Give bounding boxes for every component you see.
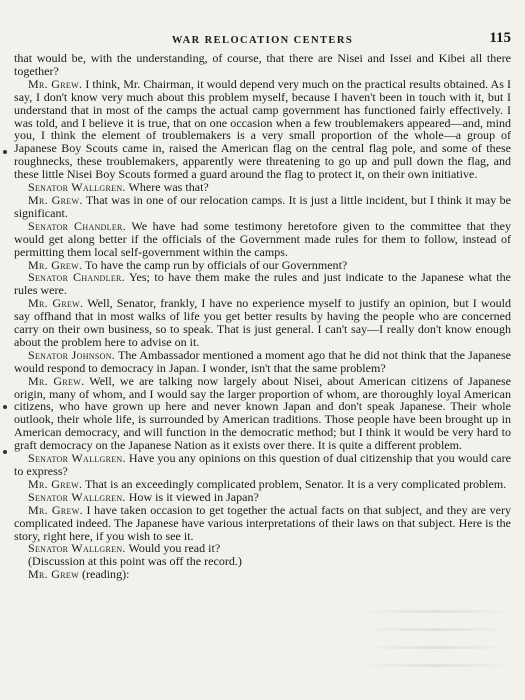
running-head: WAR RELOCATION CENTERS xyxy=(171,35,354,46)
speaker: Senator Wallgren. xyxy=(28,541,126,556)
paragraph: Senator Chandler. We have had some testimony heretofore given to the committee that they would get along better if the officials of the Government made rules for them to follow, instead of permitting them local self-government within the camps. xyxy=(14,218,511,259)
paragraph: Senator Chandler. Yes; to have them make the rules and just indicate to the Japanese what the rules were. xyxy=(14,270,511,298)
speaker: Mr. Grew. xyxy=(28,502,83,517)
paragraph: Senator Wallgren. How is it viewed in Japan? xyxy=(28,489,259,504)
paragraph: Mr. Grew (reading): xyxy=(28,567,130,582)
paragraph: Mr. Grew. That is an exceedingly complicated problem, Senator. It is a very complicated problem. xyxy=(28,476,507,491)
paragraph: Mr. Grew. Well, we are talking now largely about Nisei, about American citizens of Japanese origin, many of whom, and I would say the larger proportion of whom, are thoroughly loyal American citizens, who have grown up here and never known Japan and don't speak Japanese. Their whole outlook, their whole life, is surrounded by American traditions. Those people have been brought up in American democracy, and will function in the democratic method; but I think it would be very hard to graft democracy on the Japanese Nation as it exists over there. It is quite a different problem. xyxy=(14,373,511,453)
scan-mark xyxy=(3,150,7,154)
paragraph: Mr. Grew. I have taken occasion to get together the actual facts on that subject, and they are very complicated indeed. The Japanese have various interpretations of their laws on that subject. Here is the story, right here, if you wish to see it. xyxy=(14,502,511,543)
paragraph: Mr. Grew. Well, Senator, frankly, I have no experience myself to justify an opinion, but I would say offhand that in most walks of life you get better results by having the people who are concerned carry on their own business, so to speak. That is just general. I can't say—I really don't know enough about the problem here to advise on it. xyxy=(14,296,511,349)
speaker: Mr. Grew. xyxy=(28,476,83,491)
scan-mark xyxy=(3,405,7,409)
page-header xyxy=(14,30,511,48)
paragraph: Mr. Grew. To have the camp run by officials of our Government? xyxy=(28,257,348,272)
speaker: Mr. Grew. xyxy=(28,296,84,311)
bleed-through xyxy=(361,628,511,631)
paragraph: Mr. Grew. That was in one of our relocation camps. It is just a little incident, but I think it may be significant. xyxy=(14,192,511,220)
paragraph: Senator Johnson. The Ambassador mentioned a moment ago that he did not think that the Japanese would respond to democracy in Japan. I wonder, isn't that the same problem? xyxy=(14,347,511,375)
speaker: Senator Wallgren. xyxy=(28,489,126,504)
speaker: Mr. Grew. xyxy=(28,76,83,91)
speaker: Senator Chandler. xyxy=(28,218,127,233)
paragraph: Senator Wallgren. Would you read it? xyxy=(28,541,221,556)
document-body xyxy=(14,52,511,581)
speaker: Mr. Grew xyxy=(28,567,79,582)
paragraph: that would be, with the understanding, of course, that there are Nisei and Issei and Kibei all there together? xyxy=(14,51,511,78)
document-page xyxy=(14,30,511,581)
paragraph: Mr. Grew. I think, Mr. Chairman, it would depend very much on the practical results obtained. As I say, I don't know very much about this problem myself, because I haven't been in touch with it, but I understand that in most of the camps the actual camp government has functioned fairly effectively. I was told, and I believe it is true, that on one occasion when a few troublemakers appeared—and, mind you, I think the element of troublemakers is a very small proportion of the whole—a group of Japanese Boy Scouts came in, raised the American flag on the central flag pole, and some of these roughnecks, these troublemakers, apparently were threatening to go up and pull down the flag, and these little Nisei Boy Scouts formed a guard around the flag to protect it, on their own initiative. xyxy=(14,76,511,182)
speaker: Mr. Grew. xyxy=(28,373,85,388)
paragraph: Senator Wallgren. Where was that? xyxy=(28,180,209,195)
speaker: Senator Johnson. xyxy=(28,347,116,362)
speaker: Mr. Grew. xyxy=(28,192,83,207)
bleed-through xyxy=(361,646,511,649)
speaker: Mr. Grew. xyxy=(28,257,83,272)
paragraph: Senator Wallgren. Have you any opinions on this question of dual citizenship that you would care to express? xyxy=(14,451,511,478)
speaker: Senator Wallgren. xyxy=(28,451,126,466)
scan-mark xyxy=(3,450,7,454)
page-number: 115 xyxy=(489,30,511,46)
speaker: Senator Chandler. xyxy=(28,270,125,285)
bleed-through xyxy=(361,610,511,613)
speaker: Senator Wallgren. xyxy=(28,180,126,195)
paragraph: (Discussion at this point was off the record.) xyxy=(28,554,242,569)
bleed-through xyxy=(361,664,511,667)
